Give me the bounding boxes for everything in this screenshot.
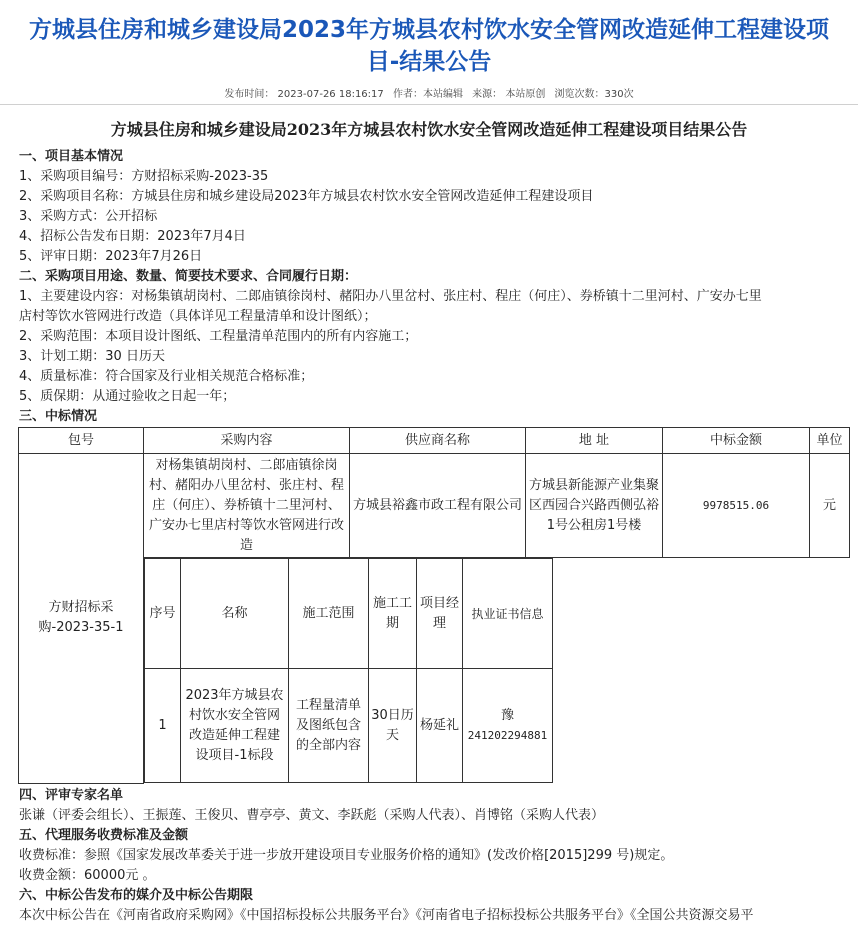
article-tail: [0, 786, 858, 926]
sub-manager-cell: 杨延礼: [417, 669, 463, 783]
publish-time: 发布时间： 2023-07-26 18:16:17: [224, 89, 384, 100]
section-5-title: 五、代理服务收费标准及金额: [19, 827, 189, 843]
s1-line: 1、采购项目编号：方财招标采购-2023-35: [19, 169, 269, 184]
author: 作者：本站编辑: [392, 89, 463, 100]
s1-line: 2、采购项目名称：方城县住房和城乡建设局2023年方城县农村饮水安全管网改造延伸工程建设项目: [19, 189, 594, 204]
section-4-title: 四、评审专家名单: [19, 787, 124, 803]
sub-header-cert: 执业证书信息: [463, 559, 553, 669]
sub-header-manager: 项目经理: [417, 559, 463, 669]
header-package: 包号: [19, 428, 144, 454]
sub-seq-cell: 1: [145, 669, 181, 783]
sub-cert-cell: [463, 669, 553, 783]
cert-prefix: 豫: [500, 707, 514, 723]
article-meta: [0, 86, 858, 104]
content-cell: 对杨集镇胡岗村、二郎庙镇徐岗村、赭阳办八里岔村、张庄村、程庄（何庄）、券桥镇十二里河村、广安办七里店村等饮水管网进行改造: [144, 454, 350, 558]
s2-line: 1、主要建设内容：对杨集镇胡岗村、二郎庙镇徐岗村、赭阳办八里岔村、张庄村、程庄（何庄）、券桥镇十二里河村、广安办七里: [19, 289, 762, 304]
header-content: 采购内容: [144, 428, 350, 454]
address-cell: 方城县新能源产业集聚区西园合兴路西侧弘裕1号公租房1号楼: [526, 454, 663, 558]
view-count: 浏览次数：330次: [554, 89, 634, 100]
amount-cell: 9978515.06: [663, 454, 810, 558]
package-cell: 方财招标采购-2023-35-1: [19, 454, 144, 784]
sub-header-name: 名称: [181, 559, 289, 669]
section-6-title: 六、中标公告发布的媒介及中标公告期限: [19, 887, 254, 903]
s5-standard: 收费标准：参照《国家发展改革委关于进一步放开建设项目专业服务价格的通知》(发改价格[2015]299 号)规定。: [19, 847, 674, 863]
s1-line: 5、评审日期：2023年7月26日: [19, 249, 203, 264]
header-supplier: 供应商名称: [350, 428, 526, 454]
section-3-title: 三、中标情况: [19, 409, 98, 424]
sub-header-period: 施工工期: [369, 559, 417, 669]
header-amount: 中标金额: [663, 428, 810, 454]
sub-header-scope: 施工范围: [289, 559, 369, 669]
article-body: [0, 147, 858, 427]
cert-number: 241202294881: [467, 728, 548, 742]
supplier-cell: 方城县裕鑫市政工程有限公司: [350, 454, 526, 558]
s5-amount: 收费金额：60000元 。: [19, 867, 156, 883]
s2-line: 4、质量标准：符合国家及行业相关规范合格标准；: [19, 369, 314, 384]
sub-name-cell: 2023年方城县农村饮水安全管网改造延伸工程建设项目-1标段: [181, 669, 289, 783]
divider: [0, 104, 858, 105]
sub-scope-cell: 工程量清单及图纸包含的全部内容: [289, 669, 369, 783]
sub-table-wrapper: [144, 558, 850, 784]
header-unit: 单位: [810, 428, 850, 454]
header-address: 地 址: [526, 428, 663, 454]
sub-header-seq: 序号: [145, 559, 181, 669]
sub-period-cell: 30日历天: [369, 669, 417, 783]
unit-cell: 元: [810, 454, 850, 558]
s1-line: 3、采购方式：公开招标: [19, 209, 158, 224]
document-heading: 方城县住房和城乡建设局2023年方城县农村饮水安全管网改造延伸工程建设项目结果公告: [110, 120, 748, 139]
s2-line: 店村等饮水管网进行改造（具体详见工程量清单和设计图纸）；: [19, 309, 377, 324]
s1-line: 4、招标公告发布日期：2023年7月4日: [19, 229, 246, 244]
section-1-title: 一、项目基本情况: [19, 149, 124, 164]
project-sub-table: [144, 558, 553, 783]
source: 来源： 本站原创: [472, 89, 546, 100]
section-2-title: 二、采购项目用途、数量、简要技术要求、合同履行日期：: [19, 269, 358, 284]
s2-line: 5、质保期：从通过验收之日起一年；: [19, 389, 236, 404]
s4-text: 张谦（评委会组长）、王振莲、王俊贝、曹亭亭、黄文、李跃彪（采购人代表）、肖博铭（采购人代表）: [19, 807, 605, 823]
s2-line: 2、采购范围：本项目设计图纸、工程量清单范围内的所有内容施工；: [19, 329, 418, 344]
page-title: 方城县住房和城乡建设局2023年方城县农村饮水安全管网改造延伸工程建设项目-结果公告: [28, 17, 829, 75]
award-table: [18, 427, 850, 784]
s2-line: 3、计划工期：30 日历天: [19, 349, 165, 364]
s6-text: 本次中标公告在《河南省政府采购网》《中国招标投标公共服务平台》《河南省电子招标投标公共服务平台》《全国公共资源交易平: [19, 907, 754, 923]
